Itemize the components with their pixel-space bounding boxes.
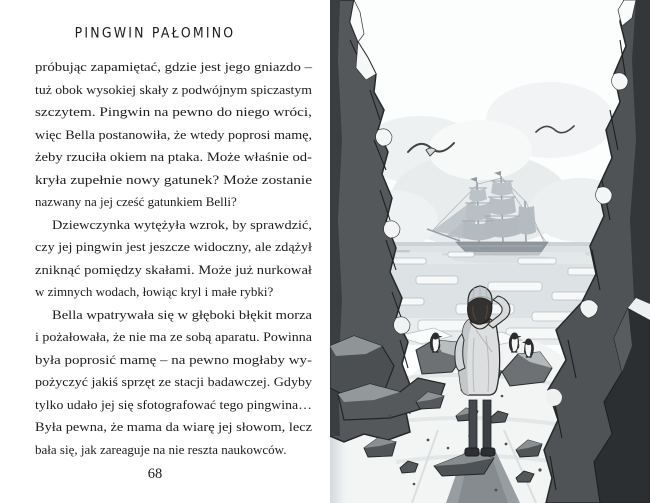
running-head: PINGWIN PAŁOMINO bbox=[74, 24, 236, 41]
text-line: w zimnych wodach, łowiąc kryl i małe rybki? bbox=[35, 284, 274, 299]
text-line: tylko udało jej się sfotografować tego pingwina… bbox=[35, 396, 312, 412]
text-line: szczytem. Pingwin na pewno do niego wróci, bbox=[35, 104, 312, 119]
text-line: tuż obok wysokiej skały z podwójnym spiczastym bbox=[35, 81, 313, 97]
text-line: nazwany na jej cześć gatunkiem Belli? bbox=[35, 194, 237, 209]
text-line: zniknąć pomiędzy skałami. Może już nurkował bbox=[35, 261, 313, 277]
text-line: była poprosić mamę – na pewno mogłaby wy- bbox=[35, 351, 313, 367]
text-line: żeby rzuciła okiem na ptaka. Może właśnie od- bbox=[35, 149, 313, 164]
text-line: Bella wpatrywała się w głęboki błękit morza bbox=[52, 306, 313, 322]
left-page-text bbox=[35, 56, 312, 461]
text-line: i pożałowała, że nie ma ze sobą aparatu. Powinna bbox=[35, 329, 312, 344]
illustration bbox=[330, 0, 650, 503]
text-line: kryła zupełnie nowy gatunek? Może zostanie bbox=[35, 171, 312, 187]
page-number: 68 bbox=[147, 466, 163, 482]
text-line: pożyczyć jakiś sprzęt ze stacji badawczej. Gdyby bbox=[35, 374, 312, 389]
text-line: próbując zapamiętać, gdzie jest jego gniazdo – bbox=[35, 59, 312, 74]
text-line: Była pewna, że mama da wiarę jej słowom, lecz bbox=[35, 419, 312, 434]
text-line: czy jej pingwin jest jeszcze widoczny, ale zdążył bbox=[35, 239, 313, 254]
text-line: więc Bella postanowiła, że wtedy poprosi mamę, bbox=[35, 126, 312, 142]
text-line: Dziewczynka wytężyła wzrok, by sprawdzić, bbox=[52, 216, 313, 232]
text-line: bała się, jak zareaguje na nie reszta naukowców. bbox=[35, 441, 287, 457]
